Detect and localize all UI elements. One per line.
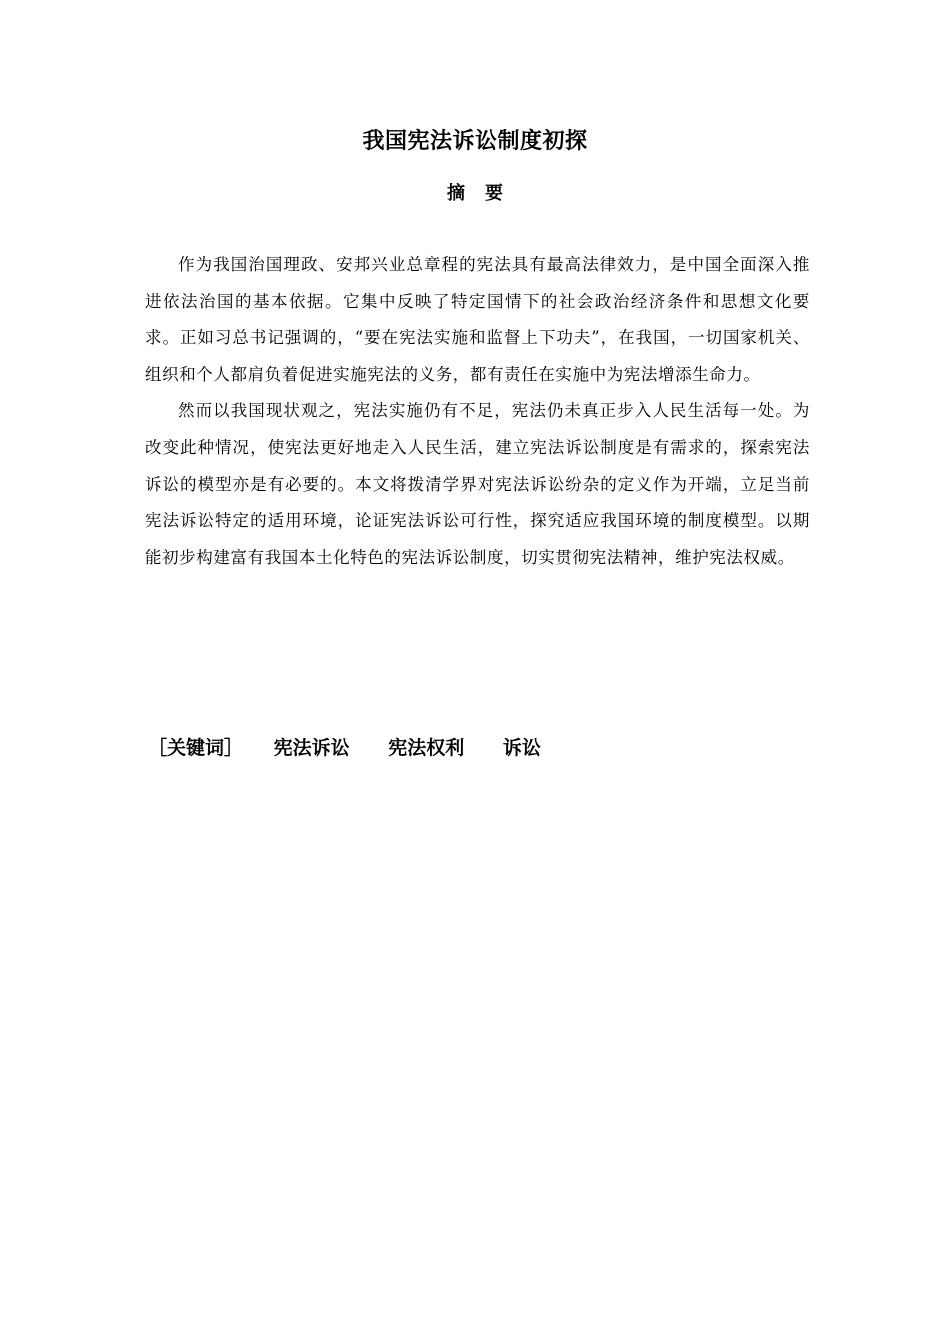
keyword-1: 宪法诉讼 [273, 737, 350, 759]
abstract-body [145, 247, 810, 576]
abstract-paragraph-2: 然而以我国现状观之，宪法实施仍有不足，宪法仍未真正步入人民生活每一处。为改变此种情况，使宪法更好地走入人民生活，建立宪法诉讼制度是有需求的，探索宪法诉讼的模型亦是有必要的。本文将拨清学界对宪法诉讼纷杂的定义作为开端，立足当前宪法诉讼特定的适用环境，论证宪法诉讼可行性，探究适应我国环境的制度模型。以期能初步构建富有我国本土化特色的宪法诉讼制度，切实贯彻宪法精神，维护宪法权威。 [145, 401, 810, 567]
abstract-paragraph-1: 作为我国治国理政、安邦兴业总章程的宪法具有最高法律效力，是中国全面深入推进依法治国的基本依据。它集中反映了特定国情下的社会政治经济条件和思想文化要求。正如习总书记强调的，“要在宪法实施和监督上下功夫”，在我国，一切国家机关、组织和个人都肩负着促进实施宪法的义务，都有责任在实施中为宪法增添生命力。 [145, 255, 810, 384]
abstract-heading: 摘要 [447, 183, 523, 204]
keyword-2: 宪法权利 [388, 737, 465, 759]
paper-title: 我国宪法诉讼制度初探 [362, 129, 588, 154]
keywords-label: ［关键词］ [148, 737, 244, 759]
keyword-3: 诉讼 [502, 737, 541, 759]
keywords-line [148, 733, 808, 763]
